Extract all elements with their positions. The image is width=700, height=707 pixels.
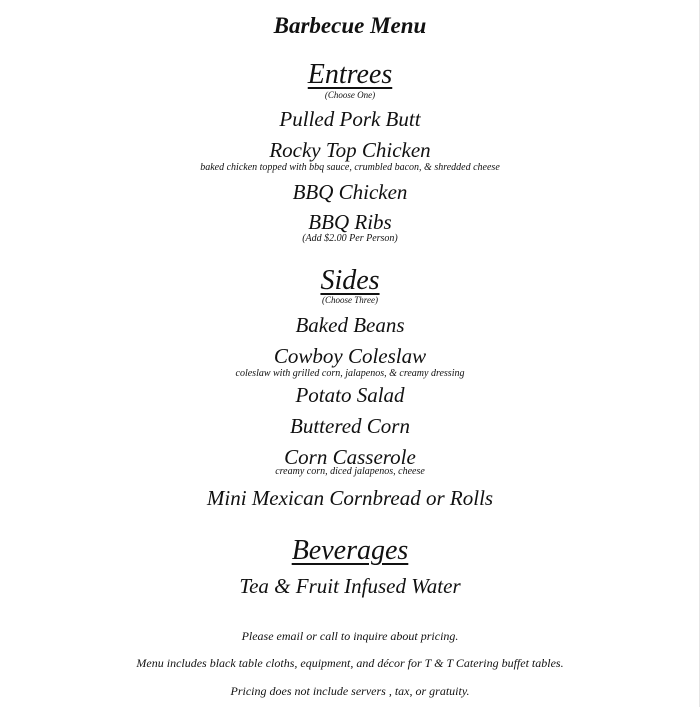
side-item-baked-beans: Baked Beans (295, 313, 405, 337)
side-item-potato-salad: Potato Salad (295, 383, 405, 407)
footer-exclusions: Pricing does not include servers , tax, or gratuity. (230, 684, 470, 698)
sides-heading: Sides (320, 265, 380, 296)
entree-item-bbq-chicken: BBQ Chicken (292, 180, 408, 204)
entrees-note: (Choose One) (324, 90, 376, 100)
side-desc-corn-casserole: creamy corn, diced jalapenos, cheese (275, 466, 425, 477)
side-desc-cowboy-coleslaw: coleslaw with grilled corn, jalapenos, & creamy dressing (235, 368, 465, 379)
side-item-cowboy-coleslaw: Cowboy Coleslaw (273, 344, 427, 368)
entree-item-bbq-ribs: BBQ Ribs (308, 210, 392, 234)
entree-item-rocky-top-chicken: Rocky Top Chicken (269, 138, 431, 162)
footer-pricing-inquiry: Please email or call to inquire about pricing. (241, 629, 459, 643)
beverages-heading: Beverages (291, 535, 409, 566)
entree-desc-rocky-top-chicken: baked chicken topped with bbq sauce, crumbled bacon, & shredded cheese (200, 162, 500, 173)
sides-note: (Choose Three) (322, 295, 378, 305)
side-item-corn-casserole: Corn Casserole (284, 445, 416, 469)
footer-includes: Menu includes black table cloths, equipment, and décor for T & T Catering buffet tables. (136, 656, 564, 670)
entree-item-pulled-pork: Pulled Pork Butt (279, 107, 421, 131)
entree-desc-bbq-ribs: (Add $2.00 Per Person) (302, 233, 398, 244)
entrees-heading: Entrees (307, 59, 393, 90)
side-item-mini-mexican-cornbread: Mini Mexican Cornbread or Rolls (206, 486, 494, 510)
beverage-item-tea: Tea & Fruit Infused Water (239, 574, 461, 598)
side-item-buttered-corn: Buttered Corn (290, 414, 410, 438)
menu-title: Barbecue Menu (273, 13, 427, 38)
